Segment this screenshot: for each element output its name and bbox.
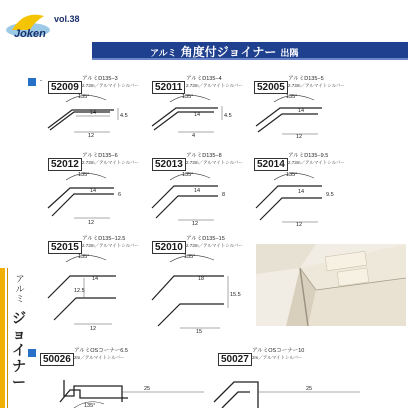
dim-label: 6 [118,192,122,198]
title-suffix: 出隅 [280,48,299,58]
product-name: アルミD135−5 [288,76,324,82]
installation-photo [256,244,406,326]
logo [4,6,68,42]
dim-label: 18 [198,276,205,282]
product-name: アルミD135−15 [186,236,225,242]
profile-line [152,108,218,130]
profile-drawing-50026 [44,362,214,408]
profile-line [48,110,114,130]
svg-text:Joken: Joken [14,28,46,40]
product-code: 52014 [254,158,288,171]
product-code: 52010 [152,241,186,254]
product-name: アルミD135−4 [186,76,222,82]
product-spec: 2.73m／アルマイトシルバー [186,160,243,165]
dim-label: 25 [306,386,313,392]
product-name: アルミD135−9.5 [288,153,329,159]
side-tab-subtitle: アルミ [15,274,25,304]
side-tab-title: ジョイナー [12,310,26,390]
side-tab-line [7,268,8,408]
section-rule [40,80,42,81]
product-name: アルミD135−12.5 [82,236,126,242]
product-spec: 2.73m／アルマイトシルバー [186,243,243,248]
product-code: 50026 [40,353,74,366]
product-spec: 2m／アルマイトシルバー [74,355,125,360]
profile-drawing-50027 [210,362,406,408]
profile-line [48,188,114,216]
angle-label: 135° [78,172,90,178]
product-code: 50027 [218,353,252,366]
product-spec: 2.73m／アルマイトシルバー [186,83,243,88]
dim-label: 4 [192,133,196,138]
product-spec: 2.73m／アルマイトシルバー [82,160,139,165]
dim-label: 25 [144,386,151,392]
product-spec: 2.73m／アルマイトシルバー [288,160,345,165]
dim-label: 15 [196,329,203,334]
profile-drawing-52010 [148,250,252,334]
product-spec: 2.73m／アルマイトシルバー [82,83,139,88]
profile-line [256,186,322,220]
product-spec: 2m／アルマイトシルバー [252,355,303,360]
dim-label: 4.5 [224,113,232,119]
profile-drawing-52009 [44,90,148,138]
profile-drawing-52014 [252,168,356,226]
dim-label: 14 [92,276,99,282]
dim-label: 14 [90,110,97,116]
product-name: アルミOSコーナー6.5 [74,348,128,354]
profile-drawing-52012 [44,168,148,226]
dim-label: 14 [298,108,305,114]
angle-label: 135° [78,94,90,100]
dim-label: 12 [192,221,199,226]
profile-drawing-52013 [148,168,252,226]
volume-number: vol.38 [54,14,80,24]
section-marker [28,349,36,357]
profile-line [152,276,224,326]
product-code: 52005 [254,81,288,94]
angle-label: 135° [84,403,96,408]
title-prefix: アルミ [150,48,177,58]
dim-label: 14 [90,188,97,194]
dim-label: 12.5 [74,288,85,294]
product-code: 52012 [48,158,82,171]
angle-label: 135° [78,254,90,260]
dim-label: 12 [296,222,303,226]
product-code: 52011 [152,81,185,94]
section-marker [28,78,36,86]
side-tab-bar [0,268,5,408]
dim-label: 12 [88,133,95,138]
product-name: アルミD135−6 [82,153,118,159]
dim-label: 4.5 [120,113,128,119]
dim-label: 12 [90,326,97,332]
angle-label: 135° [182,172,194,178]
profile-line [152,186,218,218]
angle-label: 135° [286,172,298,178]
product-code: 52009 [48,81,82,94]
profile-line [256,108,322,132]
angle-label: 135° [182,94,194,100]
dim-label: 14 [194,188,201,194]
dim-label: 15.5 [230,292,241,298]
product-name: アルミD135−3 [82,76,118,82]
profile-line [48,276,116,320]
profile-drawing-52005 [252,90,356,138]
dim-label: 9.5 [326,192,334,198]
dim-label: 8 [222,192,226,198]
profile-drawing-52011 [148,90,252,138]
angle-label: 135° [286,94,298,100]
product-spec: 2.73m／アルマイトシルバー [288,83,345,88]
dim-label: 12 [296,134,303,138]
angle-label: 135° [184,254,196,260]
profile-drawing-52015 [44,250,148,334]
dim-label: 12 [88,220,95,226]
dim-label: 14 [194,112,201,118]
profile-line [64,380,122,402]
dim-label: 14 [298,189,305,195]
product-spec: 2.73m／アルマイトシルバー [82,243,139,248]
product-name: アルミOSコーナー10 [252,348,305,354]
product-code: 52013 [152,158,186,171]
page-title [150,43,298,61]
profile-line [214,382,258,408]
title-main: 角度付ジョイナー [180,45,277,59]
product-code: 52015 [48,241,82,254]
product-name: アルミD135−8 [186,153,222,159]
